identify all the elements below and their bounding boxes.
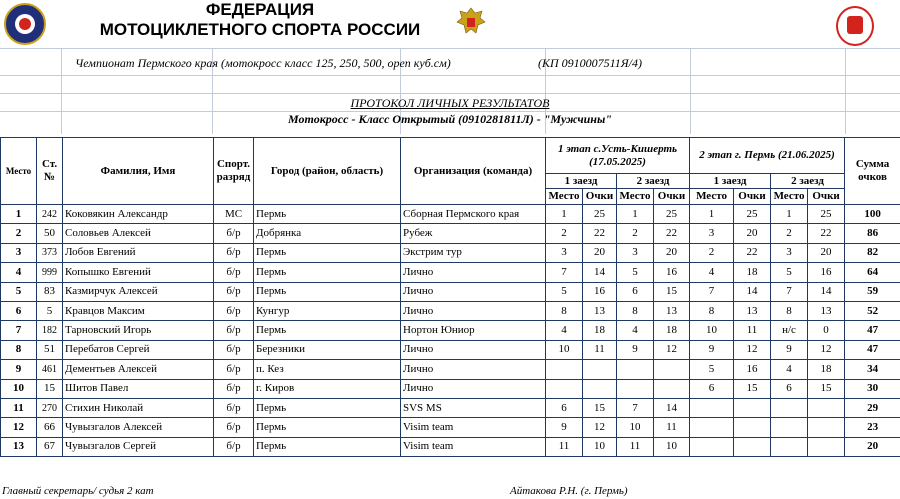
sub-place: Место bbox=[617, 189, 654, 205]
row-place: 10 bbox=[1, 379, 37, 398]
row-s2r1-points: 20 bbox=[734, 224, 771, 243]
row-s1r1-place: 3 bbox=[546, 243, 583, 262]
row-s1r2-place: 7 bbox=[617, 398, 654, 417]
table-row bbox=[1, 205, 900, 224]
row-total: 64 bbox=[845, 263, 900, 282]
row-rank: б/р bbox=[214, 398, 254, 417]
grid-line bbox=[0, 93, 900, 94]
row-s2r1-points: 18 bbox=[734, 263, 771, 282]
row-place: 8 bbox=[1, 340, 37, 359]
table-row bbox=[1, 282, 900, 301]
row-s1r2-place bbox=[617, 379, 654, 398]
row-s1r2-points: 14 bbox=[654, 398, 690, 417]
row-number: 461 bbox=[37, 360, 63, 379]
row-s1r2-place: 1 bbox=[617, 205, 654, 224]
row-s1r1-place: 9 bbox=[546, 418, 583, 437]
row-city: п. Кез bbox=[254, 360, 401, 379]
row-s1r2-place: 2 bbox=[617, 224, 654, 243]
row-name: Дементьев Алексей bbox=[63, 360, 214, 379]
row-city: Добрянка bbox=[254, 224, 401, 243]
row-s1r2-place bbox=[617, 360, 654, 379]
row-s1r2-place: 11 bbox=[617, 437, 654, 456]
col-rank: Спорт. разряд bbox=[214, 138, 254, 205]
row-city: г. Киров bbox=[254, 379, 401, 398]
row-s1r2-points: 15 bbox=[654, 282, 690, 301]
row-name: Лобов Евгений bbox=[63, 243, 214, 262]
row-s2r1-place: 1 bbox=[690, 205, 734, 224]
row-s1r1-points: 10 bbox=[583, 437, 617, 456]
row-s2r2-points bbox=[808, 437, 845, 456]
row-name: Кравцов Максим bbox=[63, 301, 214, 320]
row-s1r1-place: 7 bbox=[546, 263, 583, 282]
row-s1r2-points: 10 bbox=[654, 437, 690, 456]
row-s1r1-place: 11 bbox=[546, 437, 583, 456]
row-s1r1-points: 16 bbox=[583, 282, 617, 301]
row-org: Лично bbox=[401, 379, 546, 398]
row-place: 9 bbox=[1, 360, 37, 379]
row-number: 373 bbox=[37, 243, 63, 262]
table-row bbox=[1, 437, 900, 456]
row-s2r1-place: 8 bbox=[690, 301, 734, 320]
row-s1r1-points: 22 bbox=[583, 224, 617, 243]
row-org: Лично bbox=[401, 340, 546, 359]
row-s2r2-points bbox=[808, 418, 845, 437]
row-place: 7 bbox=[1, 321, 37, 340]
row-s2r1-points: 16 bbox=[734, 360, 771, 379]
sub-points: Очки bbox=[583, 189, 617, 205]
row-city: Кунгур bbox=[254, 301, 401, 320]
title-line1: ФЕДЕРАЦИЯ bbox=[205, 0, 315, 19]
row-rank: МС bbox=[214, 205, 254, 224]
row-s2r2-place bbox=[771, 398, 808, 417]
sport-ministry-logo bbox=[836, 6, 874, 46]
row-total: 47 bbox=[845, 340, 900, 359]
row-city: Пермь bbox=[254, 282, 401, 301]
table-row bbox=[1, 224, 900, 243]
row-s1r1-points: 12 bbox=[583, 418, 617, 437]
col-city: Город (район, область) bbox=[254, 138, 401, 205]
mfr-logo bbox=[4, 3, 46, 45]
row-s1r1-points: 13 bbox=[583, 301, 617, 320]
row-city: Пермь bbox=[254, 243, 401, 262]
results-body bbox=[1, 205, 900, 457]
row-place: 4 bbox=[1, 263, 37, 282]
row-s2r1-place bbox=[690, 418, 734, 437]
row-total: 34 bbox=[845, 360, 900, 379]
row-s2r1-points: 11 bbox=[734, 321, 771, 340]
row-s1r1-place: 5 bbox=[546, 282, 583, 301]
row-s2r2-points: 16 bbox=[808, 263, 845, 282]
row-s2r2-points: 15 bbox=[808, 379, 845, 398]
row-org: Лично bbox=[401, 263, 546, 282]
row-rank: б/р bbox=[214, 418, 254, 437]
row-s2r1-place: 5 bbox=[690, 360, 734, 379]
row-number: 83 bbox=[37, 282, 63, 301]
row-s2r2-points: 25 bbox=[808, 205, 845, 224]
row-s1r2-points bbox=[654, 379, 690, 398]
stage2-race2: 2 заезд bbox=[771, 174, 845, 189]
row-rank: б/р bbox=[214, 263, 254, 282]
row-name: Коковякин Александр bbox=[63, 205, 214, 224]
row-s1r2-place: 5 bbox=[617, 263, 654, 282]
row-total: 59 bbox=[845, 282, 900, 301]
secretary-label: Главный секретарь/ судья 2 кат bbox=[2, 485, 154, 497]
row-place: 1 bbox=[1, 205, 37, 224]
row-s1r1-points: 20 bbox=[583, 243, 617, 262]
row-number: 51 bbox=[37, 340, 63, 359]
sub-points: Очки bbox=[808, 189, 845, 205]
row-s2r2-points: 12 bbox=[808, 340, 845, 359]
row-rank: б/р bbox=[214, 301, 254, 320]
row-number: 5 bbox=[37, 301, 63, 320]
row-place: 3 bbox=[1, 243, 37, 262]
sub-points: Очки bbox=[654, 189, 690, 205]
row-s2r2-place: 8 bbox=[771, 301, 808, 320]
row-place: 11 bbox=[1, 398, 37, 417]
row-city: Пермь bbox=[254, 437, 401, 456]
row-place: 2 bbox=[1, 224, 37, 243]
sub-points: Очки bbox=[734, 189, 771, 205]
row-s1r2-points: 18 bbox=[654, 321, 690, 340]
row-number: 66 bbox=[37, 418, 63, 437]
row-s2r2-points: 13 bbox=[808, 301, 845, 320]
row-rank: б/р bbox=[214, 340, 254, 359]
row-org: Сборная Пермского края bbox=[401, 205, 546, 224]
row-s1r2-place: 10 bbox=[617, 418, 654, 437]
row-s2r2-place: 3 bbox=[771, 243, 808, 262]
col-name: Фамилия, Имя bbox=[63, 138, 214, 205]
row-s2r1-points: 22 bbox=[734, 243, 771, 262]
table-row bbox=[1, 301, 900, 320]
row-s1r2-points: 25 bbox=[654, 205, 690, 224]
table-row bbox=[1, 398, 900, 417]
table-row bbox=[1, 321, 900, 340]
federation-title bbox=[95, 0, 425, 40]
row-s2r2-points: 18 bbox=[808, 360, 845, 379]
row-s2r2-place: 1 bbox=[771, 205, 808, 224]
row-s2r1-place: 2 bbox=[690, 243, 734, 262]
row-number: 270 bbox=[37, 398, 63, 417]
row-total: 23 bbox=[845, 418, 900, 437]
row-s2r2-points: 14 bbox=[808, 282, 845, 301]
table-row bbox=[1, 379, 900, 398]
row-s2r1-points: 15 bbox=[734, 379, 771, 398]
row-number: 50 bbox=[37, 224, 63, 243]
row-total: 29 bbox=[845, 398, 900, 417]
row-s1r1-place: 8 bbox=[546, 301, 583, 320]
sub-place: Место bbox=[771, 189, 808, 205]
row-total: 20 bbox=[845, 437, 900, 456]
row-name: Копышко Евгений bbox=[63, 263, 214, 282]
row-s1r1-place: 4 bbox=[546, 321, 583, 340]
grid-line bbox=[0, 48, 900, 49]
row-place: 12 bbox=[1, 418, 37, 437]
row-s2r1-points bbox=[734, 398, 771, 417]
row-total: 47 bbox=[845, 321, 900, 340]
row-s1r1-points bbox=[583, 360, 617, 379]
grid-line bbox=[0, 75, 900, 76]
row-org: Рубеж bbox=[401, 224, 546, 243]
row-s1r1-place: 6 bbox=[546, 398, 583, 417]
row-total: 82 bbox=[845, 243, 900, 262]
row-s2r1-place: 4 bbox=[690, 263, 734, 282]
row-s2r2-points: 20 bbox=[808, 243, 845, 262]
row-number: 67 bbox=[37, 437, 63, 456]
row-s1r1-points bbox=[583, 379, 617, 398]
row-s2r1-place bbox=[690, 398, 734, 417]
col-number: Ст. № bbox=[37, 138, 63, 205]
stage2-race1: 1 заезд bbox=[690, 174, 771, 189]
row-s2r2-place: 4 bbox=[771, 360, 808, 379]
row-rank: б/р bbox=[214, 321, 254, 340]
row-rank: б/р bbox=[214, 224, 254, 243]
table-row bbox=[1, 243, 900, 262]
row-org: SVS MS bbox=[401, 398, 546, 417]
row-s1r1-place: 2 bbox=[546, 224, 583, 243]
row-s2r1-points: 13 bbox=[734, 301, 771, 320]
row-name: Тарновский Игорь bbox=[63, 321, 214, 340]
row-s2r2-points: 0 bbox=[808, 321, 845, 340]
stage1-race2: 2 заезд bbox=[617, 174, 690, 189]
row-s1r2-points: 13 bbox=[654, 301, 690, 320]
row-city: Пермь bbox=[254, 263, 401, 282]
row-number: 999 bbox=[37, 263, 63, 282]
row-number: 182 bbox=[37, 321, 63, 340]
row-s2r1-points: 12 bbox=[734, 340, 771, 359]
row-rank: б/р bbox=[214, 282, 254, 301]
row-s2r2-points: 22 bbox=[808, 224, 845, 243]
row-org: Нортон Юниор bbox=[401, 321, 546, 340]
stage2-header: 2 этап г. Пермь (21.06.2025) bbox=[690, 138, 845, 174]
table-row bbox=[1, 263, 900, 282]
row-org: Лично bbox=[401, 301, 546, 320]
stage1-race1: 1 заезд bbox=[546, 174, 617, 189]
row-number: 15 bbox=[37, 379, 63, 398]
row-s2r2-place: 5 bbox=[771, 263, 808, 282]
row-org: Visim team bbox=[401, 437, 546, 456]
row-s2r1-points: 14 bbox=[734, 282, 771, 301]
row-rank: б/р bbox=[214, 243, 254, 262]
sub-place: Место bbox=[690, 189, 734, 205]
row-rank: б/р bbox=[214, 379, 254, 398]
row-city: Пермь bbox=[254, 321, 401, 340]
row-s1r1-points: 25 bbox=[583, 205, 617, 224]
row-s1r1-points: 11 bbox=[583, 340, 617, 359]
row-s2r1-place: 9 bbox=[690, 340, 734, 359]
row-s1r1-place bbox=[546, 379, 583, 398]
row-place: 6 bbox=[1, 301, 37, 320]
row-s1r2-points: 11 bbox=[654, 418, 690, 437]
class-title: Мотокросс - Класс Открытый (0910281811Л) - "Мужчины" bbox=[288, 112, 612, 126]
row-total: 86 bbox=[845, 224, 900, 243]
row-rank: б/р bbox=[214, 360, 254, 379]
row-s1r1-points: 18 bbox=[583, 321, 617, 340]
row-s1r1-points: 14 bbox=[583, 263, 617, 282]
row-place: 5 bbox=[1, 282, 37, 301]
row-city: Пермь bbox=[254, 205, 401, 224]
event-code: (КП 0910007511Я/4) bbox=[538, 56, 642, 70]
row-s1r1-place bbox=[546, 360, 583, 379]
row-name: Стихин Николай bbox=[63, 398, 214, 417]
row-s2r2-place: 6 bbox=[771, 379, 808, 398]
row-s2r1-place bbox=[690, 437, 734, 456]
page-header bbox=[0, 0, 900, 46]
row-s2r1-points bbox=[734, 418, 771, 437]
results-table bbox=[0, 137, 900, 457]
row-s1r1-points: 15 bbox=[583, 398, 617, 417]
row-name: Казмирчук Алексей bbox=[63, 282, 214, 301]
row-number: 242 bbox=[37, 205, 63, 224]
row-total: 100 bbox=[845, 205, 900, 224]
row-s1r2-place: 4 bbox=[617, 321, 654, 340]
title-line2: МОТОЦИКЛЕТНОГО СПОРТА РОССИИ bbox=[99, 20, 421, 39]
row-s1r2-place: 9 bbox=[617, 340, 654, 359]
row-s2r2-place: 9 bbox=[771, 340, 808, 359]
row-s1r2-place: 3 bbox=[617, 243, 654, 262]
row-s2r2-place bbox=[771, 437, 808, 456]
row-org: Visim team bbox=[401, 418, 546, 437]
row-city: Пермь bbox=[254, 398, 401, 417]
row-s1r1-place: 10 bbox=[546, 340, 583, 359]
sub-place: Место bbox=[546, 189, 583, 205]
row-org: Экстрим тур bbox=[401, 243, 546, 262]
row-s1r2-points: 16 bbox=[654, 263, 690, 282]
row-s2r1-points: 25 bbox=[734, 205, 771, 224]
row-s2r1-points bbox=[734, 437, 771, 456]
table-row bbox=[1, 360, 900, 379]
row-s2r2-place bbox=[771, 418, 808, 437]
table-row bbox=[1, 418, 900, 437]
row-s1r2-points: 12 bbox=[654, 340, 690, 359]
row-city: Березники bbox=[254, 340, 401, 359]
col-total: Сумма очков bbox=[845, 138, 900, 205]
row-org: Лично bbox=[401, 360, 546, 379]
row-place: 13 bbox=[1, 437, 37, 456]
col-org: Организация (команда) bbox=[401, 138, 546, 205]
row-org: Лично bbox=[401, 282, 546, 301]
secretary-signer: Айтакова Р.Н. (г. Пермь) bbox=[510, 485, 628, 497]
row-s2r2-place: 2 bbox=[771, 224, 808, 243]
row-name: Перебатов Сергей bbox=[63, 340, 214, 359]
row-s1r2-points: 20 bbox=[654, 243, 690, 262]
row-total: 52 bbox=[845, 301, 900, 320]
row-s1r1-place: 1 bbox=[546, 205, 583, 224]
col-place: Место bbox=[1, 138, 37, 205]
event-name: Чемпионат Пермского края (мотокросс класс 125, 250, 500, open куб.см) bbox=[75, 56, 451, 70]
row-name: Шитов Павел bbox=[63, 379, 214, 398]
row-s1r2-points bbox=[654, 360, 690, 379]
row-s2r1-place: 3 bbox=[690, 224, 734, 243]
row-name: Соловьев Алексей bbox=[63, 224, 214, 243]
row-s2r1-place: 7 bbox=[690, 282, 734, 301]
row-s1r2-points: 22 bbox=[654, 224, 690, 243]
row-s2r1-place: 10 bbox=[690, 321, 734, 340]
row-total: 30 bbox=[845, 379, 900, 398]
row-s2r2-place: 7 bbox=[771, 282, 808, 301]
stage1-header: 1 этап с.Усть-Кишерть (17.05.2025) bbox=[546, 138, 690, 174]
row-s2r2-points bbox=[808, 398, 845, 417]
row-city: Пермь bbox=[254, 418, 401, 437]
row-s2r2-place: н/с bbox=[771, 321, 808, 340]
table-row bbox=[1, 340, 900, 359]
row-s2r1-place: 6 bbox=[690, 379, 734, 398]
row-name: Чувызгалов Сергей bbox=[63, 437, 214, 456]
row-s1r2-place: 6 bbox=[617, 282, 654, 301]
protocol-title: ПРОТОКОЛ ЛИЧНЫХ РЕЗУЛЬТАТОВ bbox=[350, 96, 550, 110]
russia-emblem-icon bbox=[456, 6, 486, 38]
row-name: Чувызгалов Алексей bbox=[63, 418, 214, 437]
row-rank: б/р bbox=[214, 437, 254, 456]
row-s1r2-place: 8 bbox=[617, 301, 654, 320]
